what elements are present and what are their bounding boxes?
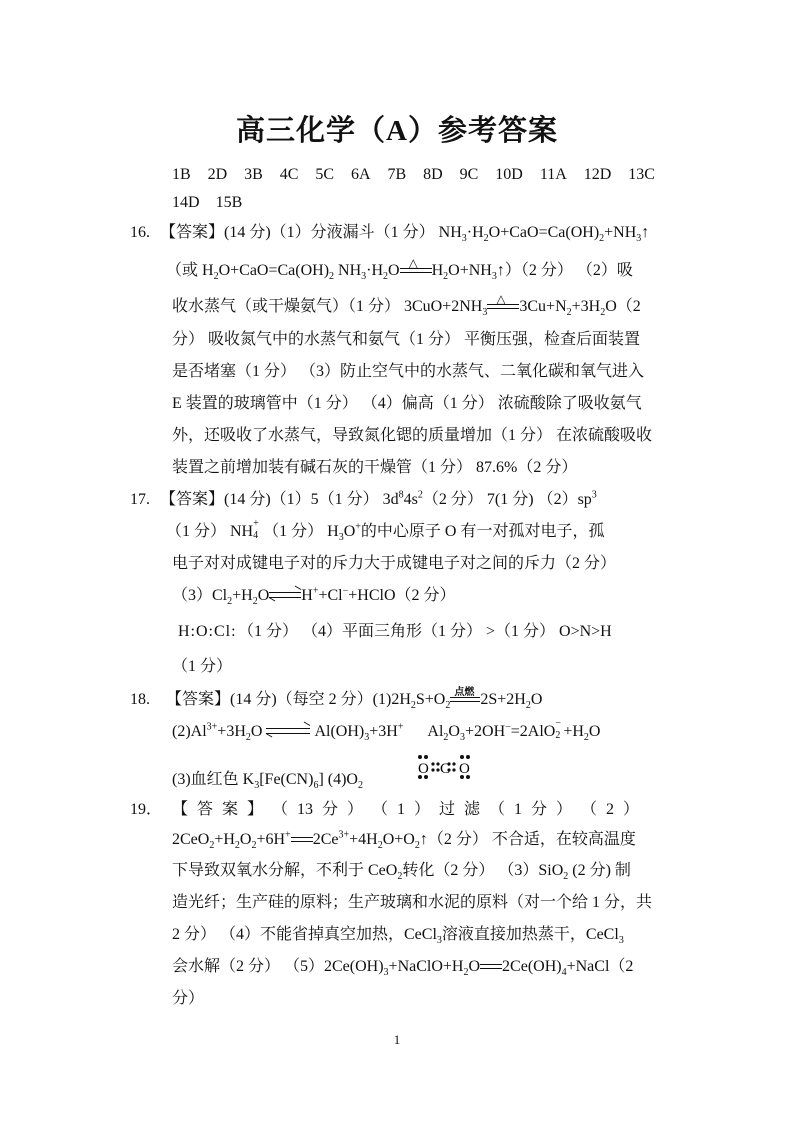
heat-equals-sign: △ — [487, 302, 519, 312]
q19-line-7: 分） — [172, 990, 205, 1007]
q18-line-1: 【答案】(14 分)（每空 2 分）$(1)2H_2S+O_2$ 点燃 $2S+2H_2O$ — [166, 687, 543, 712]
svg-text:O: O — [459, 761, 470, 777]
svg-text:C: C — [440, 761, 451, 777]
reversible-arrow — [266, 726, 310, 738]
co2-lewis-structure — [414, 754, 474, 780]
q17-line-4: $(3)Cl_2+H_2O$ H++Cl−+HClO（2 分） — [172, 585, 456, 608]
q18-line-3: (3)血红色 $K_3[Fe(CN)_6]$ $(4)O_2$ — [172, 771, 363, 792]
mc-answer: 10D — [495, 166, 523, 183]
mc-answer: 13C — [628, 166, 655, 183]
q19-line-4: 造光纤；生产硅的原料；生产玻璃和水泥的原料（对一个给 1 分，共 — [172, 894, 653, 911]
q16-line-6: E 装置的玻璃管中（1 分） （4）偏高（1 分） 浓硫酸除了吸收氨气 — [172, 395, 642, 412]
mc-answer: 2D — [207, 166, 228, 183]
mc-answer: 1B — [172, 166, 191, 183]
heat-equals-sign: △ — [400, 266, 432, 276]
page-title: 高三化学（A）参考答案 — [236, 115, 558, 147]
q16-line-1: 【答案】(14 分)（1）分液漏斗（1 分） $NH_3\cdot H_2O+CaO=Ca(OH)_2+NH_3↑$ — [160, 224, 650, 245]
mc-answer: 7B — [387, 166, 407, 183]
q18-line-2: $(2)Al^{3+}+3H_2O$ $Al(OH)_3+3H^+$ $Al_2O_3+2OH^-=2AlO$ − 2 $+H_2O$ — [172, 718, 601, 744]
question-number: 19． — [130, 801, 163, 818]
mc-answer: 9C — [459, 166, 479, 183]
question-number: 17. — [130, 491, 150, 508]
question-number: 16. — [130, 224, 150, 241]
q16-line-2: （或 $H_2O+CaO=Ca(OH)_2$ $NH_3\cdot H_2O$ △ $H_2O+NH_3↑)(2$ 分） （2）吸 — [166, 256, 633, 283]
mc-answer: 3B — [244, 166, 263, 183]
mc-answer: 4C — [279, 166, 299, 183]
q19-line-3: 下导致双氧水分解，不利于 CeO$_2$转化（2 分） （3）SiO$_2$ (2 分) 制 — [172, 862, 631, 883]
co2-electron-formula — [414, 754, 474, 780]
q16-line-3: 收水蒸气（或干燥氨气）（1 分） $3CuO+2NH_3$ △ $3Cu+N_2+3H_2O(2$ — [172, 292, 641, 319]
mc-answer: 15B — [215, 194, 243, 211]
mc-answer: 5C — [315, 166, 335, 183]
equals-sign — [291, 835, 313, 845]
q16-line-5: 是否堵塞（1 分） （3）防止空气中的水蒸气、二氧化碳和氧气进入 — [172, 363, 645, 380]
q17-line-5: （1 分） （4）平面三角形（1 分） >（1 分） O>N>H — [238, 623, 612, 640]
reversible-arrow — [269, 590, 301, 602]
ignition-equals-sign: 点燃 — [450, 695, 480, 705]
svg-text:O: O — [418, 761, 429, 777]
mc-answer: 12D — [583, 166, 612, 183]
q17-line-6: （1 分） — [172, 658, 233, 675]
hocl-electron-formula: H:O:Cl: — [178, 623, 237, 640]
q16-line-8: 装置之前增加装有碱石灰的干燥管（1 分） 87.6%（2 分） — [172, 459, 578, 476]
q19-line-2: $2CeO_2+H_2O_2+6H^+$ $2Ce^{3+}+4H_2O+O_2↑(2$ 分） 不合适，在较高温度 — [172, 829, 636, 852]
mc-answers-row-1 — [172, 165, 655, 185]
equals-sign — [480, 962, 502, 972]
question-number: 18. — [130, 691, 150, 708]
mc-answer: 8D — [423, 166, 443, 183]
q16-line-7: 外，还吸收了水蒸气，导致氮化锶的质量增加（1 分） 在浓硫酸吸收 — [172, 427, 653, 444]
q17-line-3: 电子对对成键电子对的斥力大于成键电子对之间的斥力（2 分） — [172, 555, 617, 572]
q16-line-4: 分） 吸收氮气中的水蒸气和氨气（1 分） 平衡压强，检查后面装置 — [172, 331, 641, 348]
mc-answer: 11A — [539, 166, 567, 183]
q19-line-5: 2 分） （4）不能省掉真空加热，CeCl$_3$溶液直接加热蒸干，CeCl$_3$ — [172, 926, 624, 947]
mc-answer: 14D — [172, 194, 200, 211]
q17-line-2: （1 分） NH + 4 （1 分） $H_3O^+$的中心原子 O 有一对孤对电子，孤 — [166, 518, 605, 544]
mc-answers-row-2 — [172, 193, 242, 213]
mc-answer: 6A — [351, 166, 371, 183]
q19-line-1: 【 答 案 】 （ 13 分 ） （ 1 ） 过 滤 （ 1 分 ） （ 2 ） — [172, 801, 640, 818]
page-number: 1 — [393, 1032, 401, 1047]
q19-line-6: 会水解（2 分） $(5)2Ce(OH)_3+NaClO+H_2O$ $2Ce(OH)_4+NaCl(2$ — [172, 958, 634, 979]
q17-line-1: 【答案】(14 分)（1）5（1 分） $3d^84s^2(2$ 分） 7(1 分) $(2)sp^3$ — [160, 489, 597, 508]
